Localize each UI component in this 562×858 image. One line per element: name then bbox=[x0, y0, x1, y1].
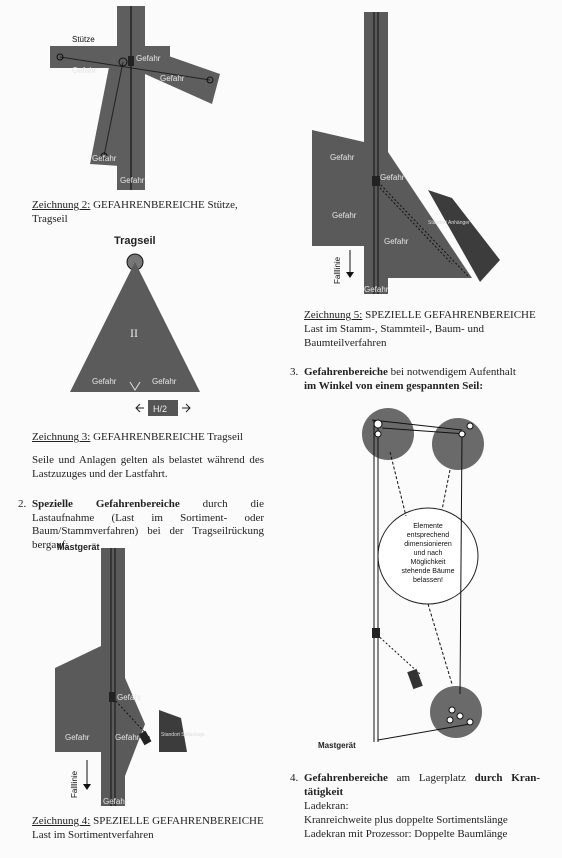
caption-text: GEFAHRENBEREICHE Tragseil bbox=[90, 431, 243, 443]
caption-text-2: Last im Stamm-, Stammteil-, Baum- und Baumteilverfahren bbox=[304, 323, 484, 349]
label-gefahr-left: Gefahr bbox=[92, 377, 117, 386]
item-4-number: 4. bbox=[290, 772, 299, 784]
label-tragseil: Tragseil bbox=[114, 235, 156, 247]
caption-prefix: Zeichnung 4: bbox=[32, 815, 91, 827]
svg-text:und nach: und nach bbox=[413, 550, 443, 557]
caption-text: GEFAHRENBEREICHE Stütze, bbox=[90, 199, 238, 211]
zone-circle-top-left bbox=[362, 408, 414, 460]
item-4-rest: am Lagerplatz bbox=[387, 772, 475, 784]
label-gefahr-mid: Gefahr bbox=[115, 733, 140, 742]
label-gefahr-top: Gefahr bbox=[117, 693, 142, 702]
svg-text:Möglichkeit: Möglichkeit bbox=[410, 559, 446, 566]
item-4-line-2: Kranreichweite plus doppelte Sortimentslänge bbox=[304, 814, 508, 826]
caption-prefix: Zeichnung 2: bbox=[32, 199, 91, 211]
item-4-bold-2: durch Krantätigkeit bbox=[304, 772, 540, 798]
danger-zone-vertical bbox=[364, 12, 388, 294]
item-4-bold: Gefahrenbereiche bbox=[304, 772, 388, 784]
label-h2: H/2 bbox=[153, 404, 168, 414]
item-2-number: 2. bbox=[18, 498, 27, 510]
svg-text:belassen!: belassen! bbox=[413, 577, 443, 584]
figure-2-caption bbox=[32, 198, 272, 226]
label-gefahr-top: Gefahr bbox=[380, 173, 405, 182]
item-3-bold-2: im Winkel von einem gespannten Seil: bbox=[304, 379, 483, 392]
item-3-rest: bei notwendigem Aufenthalt bbox=[387, 366, 516, 378]
load-paragraph: Seile und Anlagen gelten als belastet während des Lastzuzuges und der Lastfahrt. bbox=[32, 454, 264, 480]
figure-4-caption bbox=[32, 814, 272, 842]
item-4-line-1: Ladekran: bbox=[304, 800, 349, 812]
label-gefahr-right: Gefahr bbox=[384, 237, 409, 246]
label-gefahr-top: Gefahr bbox=[136, 54, 161, 63]
label-gefahr-right: Gefahr bbox=[160, 74, 185, 83]
label-gefahr-lowleft: Gefahr bbox=[92, 154, 117, 163]
caption-text: SPEZIELLE GEFAHRENBEREICHE bbox=[90, 815, 264, 827]
label-fallinie: Falllinie bbox=[70, 770, 79, 798]
svg-text:entsprechend: entsprechend bbox=[406, 532, 450, 539]
label-mastgeraet: Mastgerät bbox=[57, 542, 100, 552]
label-gefahr-bottom: Gefahr bbox=[364, 285, 389, 294]
label-roman-ii: II bbox=[130, 326, 138, 340]
svg-text:Elemente: Elemente bbox=[413, 523, 443, 530]
item-4-line-3: Ladekran mit Prozessor: Doppelte Baumlänge bbox=[304, 828, 508, 840]
figure-3-diagram bbox=[60, 232, 210, 422]
item-4-text bbox=[304, 772, 540, 799]
caption-prefix: Zeichnung 5: bbox=[304, 309, 363, 321]
svg-text:stehende Bäume: stehende Bäume bbox=[401, 568, 455, 575]
figure-5-caption bbox=[304, 308, 544, 350]
figure-4-diagram bbox=[55, 538, 235, 808]
svg-text:dimensionieren: dimensionieren bbox=[404, 541, 452, 548]
zone-circle-top-right bbox=[432, 418, 484, 470]
figure-6-diagram bbox=[310, 404, 510, 754]
item-2-rest: durch die Lastaufnahme (Last im Sortiment- oder Baum/Stammverfahren) bei der Tragseilrückung bergauf: bbox=[32, 498, 264, 551]
label-gefahr-bottom: Gefahr bbox=[120, 176, 145, 185]
danger-zone-vertical bbox=[101, 548, 125, 806]
label-gefahr-left: Gefahr bbox=[72, 66, 97, 75]
caption-text-2: Last im Sortimentverfahren bbox=[32, 829, 154, 841]
caption-prefix: Zeichnung 3: bbox=[32, 431, 91, 443]
label-mastgeraet: Mastgerät bbox=[318, 741, 356, 750]
label-gefahr-right: Gefahr bbox=[152, 377, 177, 386]
danger-zone-left bbox=[312, 130, 364, 246]
label-fallinie: Falllinie bbox=[333, 256, 342, 284]
zone-circle-bottom bbox=[430, 686, 482, 738]
label-gefahr-left: Gefahr bbox=[332, 211, 357, 220]
item-3-bold: Gefahrenbereiche bbox=[304, 366, 388, 378]
label-gefahr-left: Gefahr bbox=[65, 733, 90, 742]
item-3-number: 3. bbox=[290, 366, 299, 378]
label-gefahr-topleft: Gefahr bbox=[330, 153, 355, 162]
figure-5-diagram bbox=[312, 12, 512, 296]
label-stutze: Stütze bbox=[72, 35, 95, 44]
figure-3-caption bbox=[32, 430, 272, 444]
label-standort: Standort Seilanlage bbox=[161, 732, 205, 738]
standort-block bbox=[159, 710, 187, 752]
figure-2-diagram bbox=[40, 6, 240, 196]
item-3-text bbox=[304, 366, 540, 393]
label-standort: Standort Anhänger bbox=[428, 220, 470, 226]
caption-text-2: Tragseil bbox=[32, 213, 68, 225]
caption-text: SPEZIELLE GEFAHRENBEREICHE bbox=[362, 309, 536, 321]
item-2-bold: Spezielle Gefahrenbereiche bbox=[32, 498, 180, 510]
label-gefahr-bottom: Gefahr bbox=[103, 797, 128, 806]
